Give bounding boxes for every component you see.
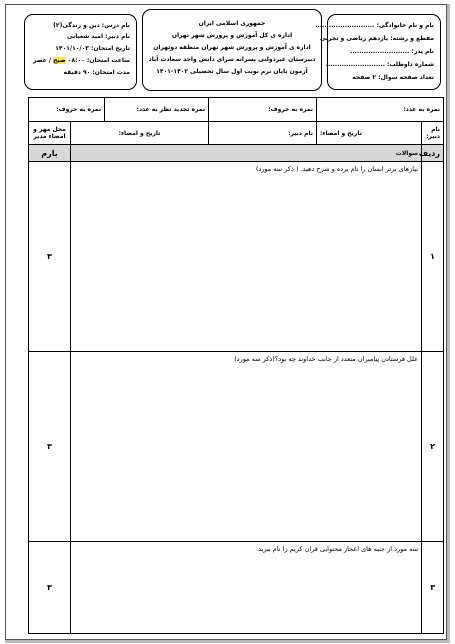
teacher-sign-cell <box>317 122 422 145</box>
header-line-4: دبیرستان غیردولتی پسرانه سرای دانش واحد سعادت آباد <box>148 56 316 63</box>
retest-sign-cell <box>71 122 209 145</box>
exam-date-text: تاریخ امتحان: ۱۴۰۱/۱۰/۰۳ <box>55 45 130 52</box>
student-name-field: نام و نام خانوادگی: .......................... <box>315 22 434 29</box>
header-line-3: اداره ی آموزش و پرورش شهر تهران منطقه دوتهران <box>153 44 311 51</box>
score-header-label: بارم <box>41 148 58 158</box>
grade-words-cell <box>209 98 317 122</box>
retest-sign-label: تاریخ و امضاء: <box>118 129 161 137</box>
row-header-cell <box>418 145 444 162</box>
retest-words-cell <box>29 98 105 122</box>
teacher-name-label: نام دبیر: <box>426 126 441 140</box>
exam-page <box>5 4 447 640</box>
retest-number-label: نمره تجدید نظر به عدد: <box>136 106 205 113</box>
question-row <box>29 542 444 634</box>
row-header-label: ردیف <box>418 148 441 158</box>
teacher-sign-label: تاریخ و امضاء: <box>320 129 362 137</box>
questions-header-cell <box>71 145 422 162</box>
exam-time-morning: صبح <box>53 57 66 64</box>
father-name-field: نام پدر: .......................... <box>350 48 434 55</box>
question-number: ۳ <box>422 542 444 634</box>
student-info-box <box>315 14 441 90</box>
question-row <box>29 352 444 542</box>
grade-number-label: نمره به عدد: <box>403 106 441 113</box>
question-number: ۲ <box>422 352 444 542</box>
exam-table <box>28 97 444 634</box>
grade-number-cell <box>317 98 444 122</box>
question-text: علل فرستادن پیامبران متعدد از جانب خداوند چه بود؟(ذکر سه مورد) <box>71 352 422 542</box>
school-info-box <box>142 9 322 91</box>
question-row <box>29 162 444 352</box>
question-score: ۳ <box>29 162 71 352</box>
grade-words-label: نمره به حروف: <box>268 106 313 113</box>
exam-time-suffix: / عصر <box>33 57 52 64</box>
exam-time-prefix: ساعت امتحان: ۰۸:۰۰ <box>67 57 130 64</box>
subject-text: نام درس: دین و زندگی(۲) <box>53 22 130 29</box>
question-text: نیازهای برتر انسان را نام برده و شرح دهید. ( ذکر سه مورد) <box>71 162 422 352</box>
retest-teacher-label: نام دبیر: <box>288 129 313 137</box>
header-line-1: جمهوری اسلامی ایران <box>198 20 266 27</box>
seal-label: محل مهر و امضاء مدیر <box>33 126 66 140</box>
teacher-text: نام دبیر: امید شعبانی <box>66 33 130 40</box>
seal-cell <box>29 122 71 145</box>
grade-row-1 <box>29 98 444 122</box>
questions-header-label: سوالات <box>395 149 419 157</box>
header-line-2: اداره ی کل آموزش و پرورش شهر تهران <box>171 32 293 39</box>
exam-info-box <box>24 14 137 90</box>
retest-words-label: نمره به حروف: <box>56 106 101 113</box>
retest-number-cell <box>105 98 209 122</box>
question-score: ۳ <box>29 542 71 634</box>
exam-duration-text: مدت امتحان: ۹۰ دقیقه <box>63 69 130 76</box>
exam-time-text <box>33 57 130 65</box>
score-header-cell <box>29 145 71 162</box>
question-text: سه مورد از جنبه های اعجاز محتوایی قران کریم را نام ببرید. <box>71 542 422 634</box>
retest-teacher-cell <box>209 122 317 145</box>
table-header-row <box>29 145 444 162</box>
question-score: ۳ <box>29 352 71 542</box>
grade-row-2 <box>29 122 444 145</box>
seat-number-field: شماره داوطلب: .......................... <box>325 61 434 68</box>
header-line-5: آزمون پایان ترم نوبت اول سال تحصیلی ۱۴۰۲-۱۴۰۱ <box>156 68 308 75</box>
teacher-name-cell <box>422 122 444 145</box>
question-number: ۱ <box>422 162 444 352</box>
student-grade-text: مقطع و رشته: یازدهم ریاضی و تجربی <box>319 35 434 42</box>
page-count-text: تعداد صفحه سوال: ۲ صفحه <box>352 74 434 81</box>
